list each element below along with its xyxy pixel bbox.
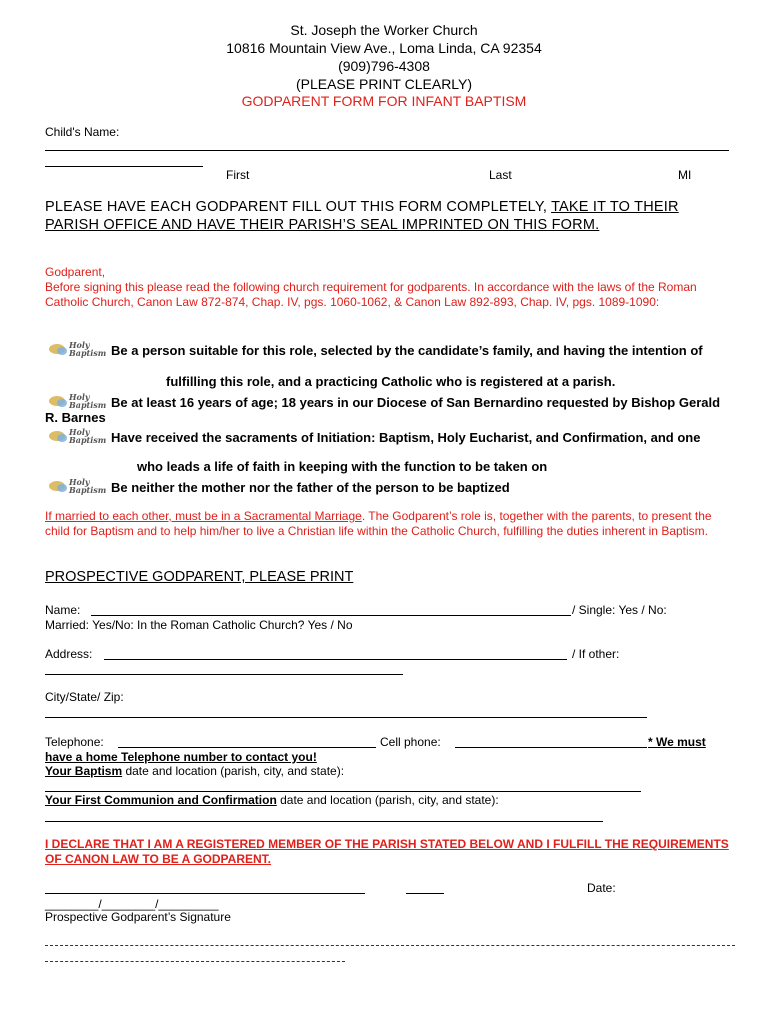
requirement-text: Be neither the mother nor the father of the person to be baptized [111, 480, 510, 495]
child-name-line[interactable] [45, 150, 729, 151]
home-phone-note: * We must have a home Telephone number to contact you! [45, 735, 706, 764]
marriage-note-underlined: If married to each other, must be in a Sacramental Marriage [45, 509, 362, 523]
signature-label: Prospective Godparent’s Signature [45, 910, 231, 924]
address-field-continued[interactable] [45, 674, 403, 675]
communion-info [45, 793, 499, 808]
requirement-continuation: who leads a life of faith in keeping with the function to be taken on [137, 459, 548, 474]
child-last-label: Last [489, 168, 512, 182]
baptism-info [45, 764, 344, 779]
single-label: / Single: Yes / No: [572, 603, 667, 617]
church-name: St. Joseph the Worker Church [290, 22, 478, 38]
requirement-item [45, 342, 735, 358]
requirement-text: Be a person suitable for this role, selected by the candidate’s family, and having the intention of [111, 343, 703, 358]
baptism-label: Your Baptism [45, 764, 123, 778]
form-title: GODPARENT FORM FOR INFANT BAPTISM [241, 93, 527, 109]
telephone-label: Telephone: [45, 735, 104, 749]
child-name-line-continued[interactable] [45, 166, 203, 167]
requirement-item [45, 394, 735, 425]
baptism-field[interactable] [45, 791, 641, 792]
signature-extra-field[interactable] [406, 893, 444, 894]
date-blanks[interactable]: ________/________/_________ [45, 897, 219, 911]
declaration: I DECLARE THAT I AM A REGISTERED MEMBER OF THE PARISH STATED BELOW AND I FULFILL THE REQUIREMENTS OF CANON LAW TO BE A GODPARENT. [45, 837, 729, 866]
address-field[interactable] [104, 659, 567, 660]
intro-salutation: Godparent, [45, 265, 106, 279]
address-label: Address: [45, 647, 93, 661]
church-phone: (909)796-4308 [338, 58, 430, 74]
marriage-note [45, 509, 735, 539]
holy-baptism-logo-icon: Holy Baptism [45, 429, 111, 445]
holy-baptism-logo-icon: Holy Baptism [45, 342, 111, 358]
instruction-part2: TAKE IT TO THEIR PARISH OFFICE AND HAVE THEIR PARISH’S SEAL IMPRINTED ON THIS FORM. [45, 199, 679, 233]
communion-rest: date and location (parish, city, and state): [276, 793, 499, 807]
child-first-label: First [226, 168, 250, 182]
signature-field[interactable] [45, 893, 365, 894]
date-label: Date: [587, 881, 616, 895]
intro-text: Before signing this please read the following church requirement for godparents. In accordance with the laws of the Roman Catholic Church, Canon Law 872-874, Chap. IV, pgs. 1060-1062, & Canon Law 892-893, Chap. IV, pgs. 1089-1090: [45, 280, 697, 309]
name-label: Name: [45, 603, 81, 617]
instruction-part1: PLEASE HAVE EACH GODPARENT FILL OUT THIS FORM COMPLETELY, [45, 199, 552, 215]
marriage-note-rest: . The Godparent’s role is, together with the parents, to present the child for Baptism and to help him/her to live a Christian life within the Catholic Church, fulfilling the duties inherent in Baptism. [45, 509, 712, 538]
child-name-label: Child's Name: [45, 125, 120, 139]
child-mi-label: MI [678, 168, 692, 182]
dashed-divider [45, 945, 735, 946]
communion-label: Your First Communion and Confirmation [45, 793, 277, 807]
married-label: Married: Yes/No: In the Roman Catholic Church? Yes / No [45, 618, 353, 632]
church-address: 10816 Mountain View Ave., Loma Linda, CA 92354 [226, 40, 542, 56]
requirement-continuation: fulfilling this role, and a practicing Catholic who is registered at a parish. [166, 374, 616, 389]
baptism-rest: date and location (parish, city, and state): [122, 764, 345, 778]
holy-baptism-logo-icon: Holy Baptism [45, 479, 111, 495]
requirement-item [45, 429, 735, 445]
requirement-text: Be at least 16 years of age; 18 years in our Diocese of San Bernardino requested by Bishop Gerald R. Barnes [45, 395, 721, 425]
city-state-zip-field[interactable] [45, 717, 647, 718]
requirement-text: Have received the sacraments of Initiation: Baptism, Holy Eucharist, and Confirmation, and one [111, 430, 701, 445]
holy-baptism-logo-icon: Holy Baptism [45, 394, 111, 410]
communion-field[interactable] [45, 821, 603, 822]
name-field[interactable] [91, 615, 571, 616]
requirement-item [45, 479, 735, 495]
print-note: (PLEASE PRINT CLEARLY) [295, 76, 473, 92]
city-state-zip-label: City/State/ Zip: [45, 690, 124, 704]
cell-phone-label: Cell phone: [380, 735, 441, 749]
dashed-divider [45, 961, 345, 962]
prospective-heading: PROSPECTIVE GODPARENT, PLEASE PRINT [45, 569, 354, 585]
if-other-label: / If other: [572, 647, 620, 661]
instruction-text [45, 198, 735, 234]
